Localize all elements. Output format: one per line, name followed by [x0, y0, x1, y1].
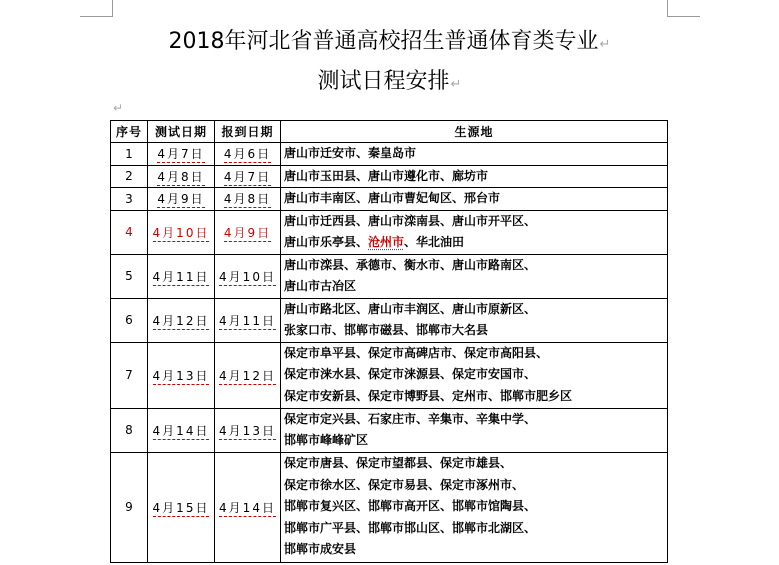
row-index-cell: 2: [111, 165, 148, 188]
table-row: [111, 143, 668, 166]
header-report-date: 报到日期: [215, 121, 281, 143]
origin-segment: 唐山市丰南区、唐山市曹妃甸区、邢台市: [284, 191, 501, 205]
origin-segment: 保定市定兴县、石家庄市、辛集市、辛集中学、: [284, 411, 537, 426]
test-date-text: 4月7日: [157, 147, 205, 162]
report-date-cell: [215, 165, 281, 188]
table-row: [111, 408, 668, 452]
report-date-text: 4月10日: [219, 269, 276, 284]
test-date-cell: [148, 452, 215, 562]
report-date-text: 4月12日: [219, 368, 276, 383]
report-date-text: 4月13日: [219, 423, 276, 438]
origin-cell: [281, 254, 668, 298]
report-date-text: 4月9日: [223, 225, 272, 240]
origin-line: [284, 343, 667, 365]
origin-segment: 保定市安新县、保定市博野县、定州市、邯郸市肥乡区: [284, 388, 573, 403]
test-date-text: 4月13日: [152, 368, 210, 383]
report-date-text: 4月14日: [219, 500, 276, 515]
row-index-cell: 4: [111, 210, 148, 254]
row-index-cell: 5: [111, 254, 148, 298]
report-date-cell: [215, 452, 281, 562]
origin-line: [284, 232, 667, 254]
origin-line: [284, 320, 667, 342]
table-row: [111, 210, 668, 254]
origin-cell: [281, 165, 668, 188]
origin-segment: 唐山市玉田县、唐山市遵化市、廊坊市: [284, 168, 489, 183]
test-date-text: 4月14日: [152, 423, 210, 438]
origin-cell: [281, 143, 668, 166]
row-index-cell: 3: [111, 188, 148, 211]
test-date-cell: [148, 298, 215, 342]
origin-line: [284, 430, 667, 452]
origin-line: [284, 453, 667, 475]
origin-line: [284, 255, 667, 277]
test-date-cell: [148, 165, 215, 188]
origin-segment: 邯郸市广平县、邯郸市邯山区、邯郸市北湖区、: [284, 520, 537, 535]
origin-segment: 唐山市路北区、唐山市丰润区、唐山市原新区、: [284, 301, 537, 316]
origin-line: [284, 211, 667, 233]
document-title-line2: 测试日程安排↵: [317, 69, 462, 94]
test-date-cell: [148, 408, 215, 452]
origin-segment: 邯郸市峰峰矿区: [284, 433, 369, 447]
report-date-cell: [215, 143, 281, 166]
origin-line: [284, 299, 667, 321]
test-date-text: 4月8日: [157, 169, 205, 184]
report-date-cell: [215, 254, 281, 298]
report-date-cell: [215, 188, 281, 211]
test-date-text: 4月10日: [152, 225, 210, 240]
test-date-cell: [148, 210, 215, 254]
row-index-cell: 6: [111, 298, 148, 342]
origin-line: [284, 409, 667, 431]
origin-segment: 唐山市乐亭县、: [284, 235, 369, 249]
row-index-cell: 7: [111, 342, 148, 408]
origin-cell: [281, 188, 668, 211]
header-index: 序号: [111, 121, 148, 143]
test-date-text: 4月12日: [152, 313, 210, 328]
origin-segment: 邯郸市复兴区、邯郸市高开区、邯郸市馆陶县、: [284, 499, 537, 514]
origin-segment: 张家口市、邯郸市磁县、邯郸市大名县: [284, 323, 489, 337]
test-date-text: 4月15日: [152, 500, 210, 515]
report-date-cell: [215, 298, 281, 342]
document-title-line1: 2018年河北省普通高校招生普通体育类专业↵: [168, 29, 611, 54]
origin-segment: 保定市徐水区、保定市易县、保定市涿州市、: [284, 477, 525, 492]
origin-cell: [281, 210, 668, 254]
test-date-text: 4月11日: [152, 269, 210, 284]
origin-segment: 唐山市迁安市、秦皇岛市: [284, 146, 417, 160]
origin-segment: 邯郸市成安县: [284, 542, 357, 557]
table-row: [111, 342, 668, 408]
report-date-cell: [215, 408, 281, 452]
origin-cell: [281, 298, 668, 342]
table-row: [111, 254, 668, 298]
table-row: [111, 188, 668, 211]
origin-line: [284, 475, 667, 497]
origin-line: [284, 188, 667, 210]
report-date-text: 4月6日: [223, 147, 272, 162]
origin-cell: [281, 408, 668, 452]
row-index-cell: 8: [111, 408, 148, 452]
report-date-text: 4月8日: [223, 192, 272, 207]
origin-cell: [281, 342, 668, 408]
header-test-date: 测试日期: [148, 121, 215, 143]
origin-highlight: 沧州市: [368, 235, 405, 249]
report-date-cell: [215, 210, 281, 254]
origin-line: [284, 386, 667, 408]
report-date-cell: [215, 342, 281, 408]
schedule-table: [110, 120, 668, 563]
report-date-text: 4月11日: [219, 313, 276, 328]
origin-segment: 唐山市古冶区: [284, 279, 357, 293]
test-date-text: 4月9日: [157, 192, 205, 207]
test-date-cell: [148, 254, 215, 298]
origin-segment: 唐山市滦县、承德市、衡水市、唐山市路南区、: [284, 257, 537, 272]
table-row: [111, 298, 668, 342]
test-date-cell: [148, 143, 215, 166]
row-index-cell: 1: [111, 143, 148, 166]
origin-segment: 保定市涞水县、保定市涞源县、保定市安国市、: [284, 367, 537, 382]
header-origin: 生源地: [281, 121, 668, 143]
origin-line: [284, 539, 667, 561]
test-date-cell: [148, 342, 215, 408]
row-index-cell: 9: [111, 452, 148, 562]
table-header-row: [111, 121, 668, 143]
origin-segment: 唐山市迁西县、唐山市滦南县、唐山市开平区、: [284, 213, 537, 228]
test-date-cell: [148, 188, 215, 211]
origin-segment: 保定市唐县、保定市望都县、保定市雄县、: [284, 456, 513, 471]
origin-cell: [281, 452, 668, 562]
origin-line: [284, 496, 667, 518]
origin-line: [284, 364, 667, 386]
empty-paragraph-mark: ↵: [113, 101, 124, 115]
origin-line: [284, 143, 667, 165]
table-row: [111, 165, 668, 188]
origin-line: [284, 276, 667, 298]
report-date-text: 4月7日: [223, 169, 272, 184]
origin-line: [284, 518, 667, 540]
origin-line: [284, 166, 667, 188]
origin-segment: 、华北油田: [404, 235, 465, 249]
origin-segment: 保定市阜平县、保定市高碑店市、保定市高阳县、: [284, 345, 549, 360]
table-row: [111, 452, 668, 562]
